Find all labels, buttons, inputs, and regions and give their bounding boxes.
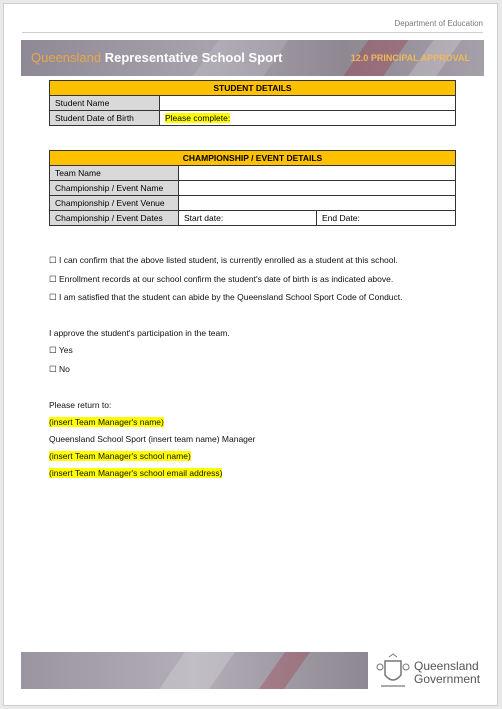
return-school-email: (insert Team Manager's school email address): [49, 468, 223, 478]
event-name-field[interactable]: [179, 181, 456, 196]
team-name-field[interactable]: [179, 166, 456, 181]
event-dates-label: Championship / Event Dates: [50, 211, 179, 226]
approve-yes-checkbox[interactable]: ☐ Yes: [49, 345, 73, 355]
approval-statement: I approve the student's participation in the team.: [49, 328, 230, 338]
approve-no-checkbox[interactable]: ☐ No: [49, 364, 70, 374]
return-school-name: (insert Team Manager's school name): [49, 451, 191, 461]
student-dob-label: Student Date of Birth: [50, 111, 160, 126]
section-title: 12.0 PRINCIPAL APPROVAL: [350, 53, 470, 63]
footer-banner: [21, 652, 368, 689]
student-details-heading: STUDENT DETAILS: [50, 81, 456, 96]
student-details-table: [49, 80, 456, 126]
student-name-field[interactable]: [160, 96, 456, 111]
end-date-field[interactable]: End Date:: [317, 211, 456, 226]
banner-title-rss: Representative School Sport: [104, 50, 283, 65]
return-manager-title: Queensland School Sport (insert team name) Manager: [49, 434, 256, 444]
header-banner: [21, 40, 484, 76]
dob-placeholder: Please complete:: [165, 113, 231, 123]
header-divider: [22, 32, 483, 33]
confirm-dob-checkbox[interactable]: ☐ Enrollment records at our school confirm the student's date of birth is as indicated above.: [49, 274, 394, 284]
return-heading: Please return to:: [49, 400, 112, 410]
student-dob-field[interactable]: [160, 111, 456, 126]
event-name-label: Championship / Event Name: [50, 181, 179, 196]
event-details-heading: CHAMPIONSHIP / EVENT DETAILS: [50, 151, 456, 166]
confirm-code-of-conduct-checkbox[interactable]: ☐ I am satisfied that the student can abide by the Queensland School Sport Code of Conduct.: [49, 292, 403, 302]
banner-title: [31, 50, 282, 65]
team-name-label: Team Name: [50, 166, 179, 181]
student-name-label: Student Name: [50, 96, 160, 111]
event-details-table: [49, 150, 456, 226]
event-venue-field[interactable]: [179, 196, 456, 211]
banner-title-queensland: Queensland: [31, 50, 102, 65]
document-page: [3, 3, 498, 706]
start-date-field[interactable]: Start date:: [179, 211, 317, 226]
return-manager-name: (insert Team Manager's name): [49, 417, 164, 427]
confirm-enrolled-checkbox[interactable]: ☐ I can confirm that the above listed student, is currently enrolled as a student at this school.: [49, 255, 398, 265]
queensland-crest-icon: [376, 653, 410, 689]
department-label: Department of Education: [394, 19, 483, 28]
queensland-government-logo: Queensland Government: [414, 659, 481, 686]
event-venue-label: Championship / Event Venue: [50, 196, 179, 211]
